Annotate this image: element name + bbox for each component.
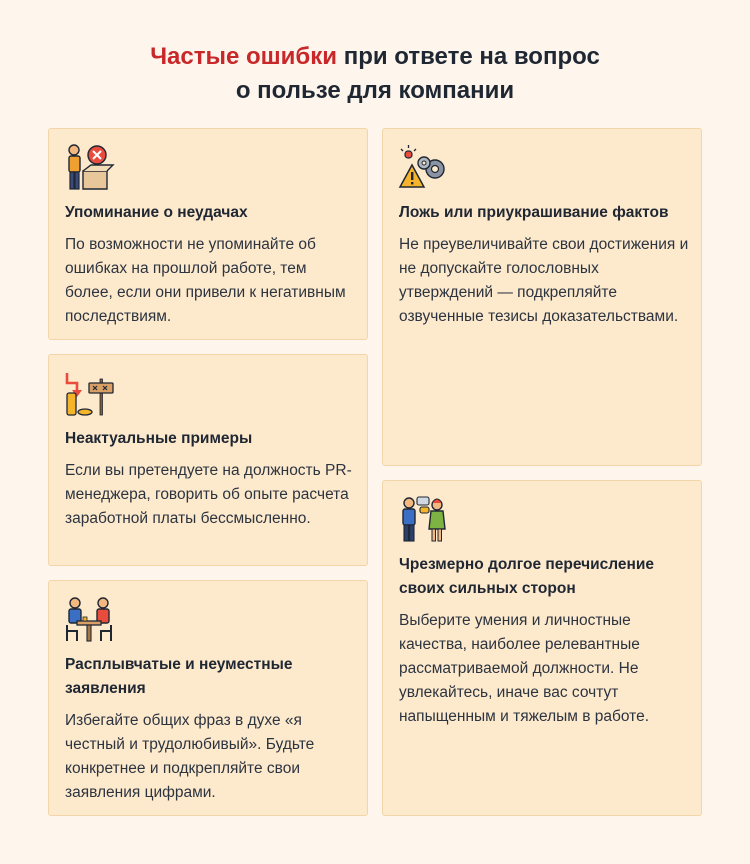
page-title [0,40,750,108]
card-text: Выберите умения и личностные качества, наиболее релевантные рассматриваемой должности. Не увлекайтесь, иначе вас сочтут напыщенным и тяжелым в работе. [399,612,650,725]
card-heading: Ложь или приукрашивание фактов [399,204,669,221]
card-vague-statements [48,580,368,816]
card-text: По возможности не упоминайте об ошибках на прошлой работе, тем более, если они привели к негативным последствиям. [65,236,346,325]
title-rest: при ответе на вопрос [337,43,600,70]
card-heading: Упоминание о неудачах [65,204,248,221]
alert-gears-icon [397,143,449,191]
declining-coins-sign-icon [63,369,115,417]
card-failures [48,128,368,340]
people-at-table-icon [63,595,115,643]
title-line2: о пользе для компании [235,77,515,104]
two-people-talking-icon [397,495,449,543]
title-accent: Частые ошибки [150,43,338,70]
card-irrelevant-examples [48,354,368,566]
person-box-error-icon [63,143,115,191]
card-lies [382,128,702,466]
card-text: Если вы претендуете на должность PR-менеджера, говорить об опыте расчета заработной платы бессмысленно. [65,462,352,527]
card-text: Не преувеличивайте свои достижения и не допускайте голословных утверждений — подкрепляйте озвученные тезисы доказательствами. [399,236,689,325]
card-heading: Чрезмерно долгое перечисление своих сильных сторон [399,556,655,597]
card-text: Избегайте общих фраз в духе «я честный и трудолюбивый». Будьте конкретнее и подкрепляйте свои заявления цифрами. [65,712,315,801]
card-heading: Расплывчатые и неуместные заявления [65,656,293,697]
card-long-strengths [382,480,702,816]
card-heading: Неактуальные примеры [65,430,253,447]
